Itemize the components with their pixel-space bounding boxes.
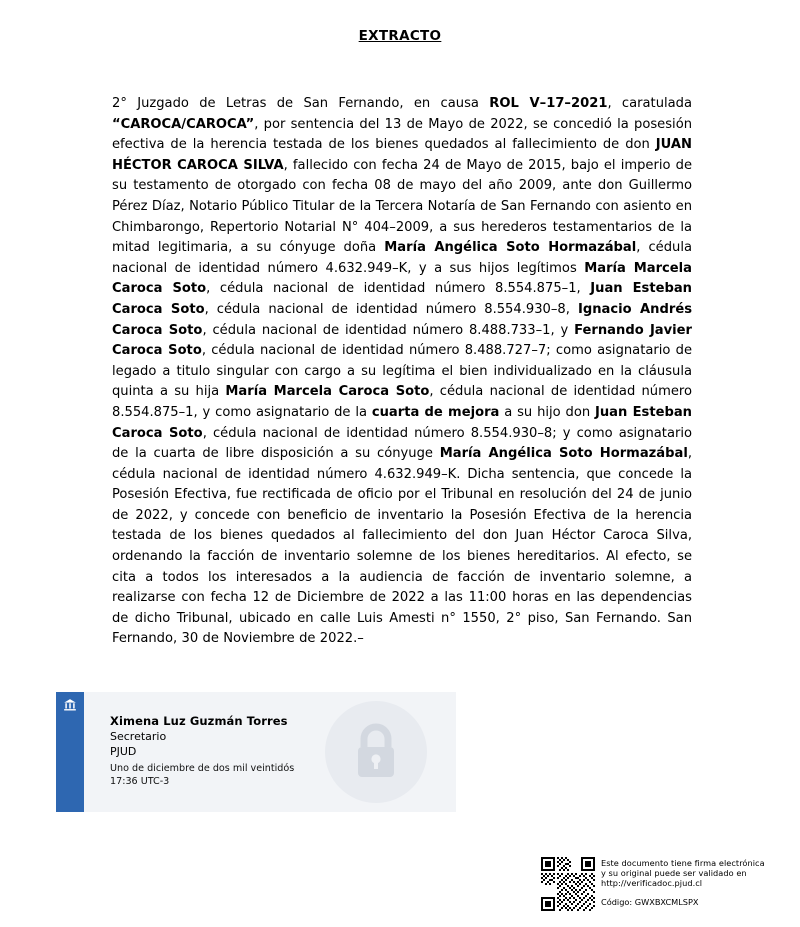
- electronic-signature-stamp: [56, 692, 456, 812]
- verification-text: [601, 857, 765, 907]
- signer-organization: PJUD: [110, 745, 137, 758]
- signature-details: [84, 692, 456, 812]
- document-page: [0, 28, 800, 927]
- verification-url[interactable]: http://verificadoc.pjud.cl: [601, 878, 703, 888]
- signature-date: Uno de diciembre de dos mil veintidós: [110, 763, 295, 774]
- verification-footer: [541, 857, 773, 919]
- verification-line-2: y su original puede ser validado en: [601, 868, 747, 878]
- document-body: 2° Juzgado de Letras de San Fernando, en causa ROL V–17–2021, caratulada “CAROCA/CAROCA”, por sentencia del 13 de Mayo de 2022, se concedió la posesión efectiva de la herencia testada de los bienes quedados al fallecimiento de don JUAN HÉCTOR CAROCA SILVA, fallecido con fecha 24 de Mayo de 2015, bajo el imperio de su testamento de otorgado con fecha 08 de mayo del año 2009, ante don Guillermo Pérez Díaz, Notario Público Titular de la Tercera Notaría de San Fernando con asiento en Chimbarongo, Repertorio Notarial N° 404–2009, a sus herederos testamentarios de la mitad legitimaria, a su cónyuge doña María Angélica Soto Hormazábal, cédula nacional de identidad número 4.632.949–K, y a sus hijos legítimos María Marcela Caroca Soto, cédula nacional de identidad número 8.554.875–1, Juan Esteban Caroca Soto, cédula nacional de identidad número 8.554.930–8, Ignacio Andrés Caroca Soto, cédula nacional de identidad número 8.488.733–1, y Fernando Javier Caroca Soto, cédula nacional de identidad número 8.488.727–7; como asignatario de legado a titulo singular con cargo a su legítima el bien individualizado en la cláusula quinta a su hija María Marcela Caroca Soto, cédula nacional de identidad número 8.554.875–1, y como asignatario de la cuarta de mejora a su hijo don Juan Esteban Caroca Soto, cédula nacional de identidad número 8.554.930–8; y como asignatario de la cuarta de libre disposición a su cónyuge María Angélica Soto Hormazábal, cédula nacional de identidad número 4.632.949–K. Dicha sentencia, que concede la Posesión Efectiva, fue rectificada de oficio por el Tribunal en resolución del 24 de junio de 2022, y concede con beneficio de inventario la Posesión Efectiva de la herencia testada de los bienes quedados al fallecimiento del don Juan Héctor Caroca Silva, ordenando la facción de inventario solemne de los bienes hereditarios. Al efecto, se cita a todos los interesados a la audiencia de facción de inventario solemne, a realizarse con fecha 12 de Diciembre de 2022 a las 11:00 horas en las dependencias de dicho Tribunal, ubicado en calle Luis Amesti n° 1550, 2° piso, San Fernando. San Fernando, 30 de Noviembre de 2022.–: [112, 96, 693, 647]
- verification-code: Código: GWXBXCMLSPX: [601, 897, 699, 907]
- signature-time: 17:36 UTC-3: [110, 776, 170, 787]
- qr-code-icon: [541, 857, 595, 911]
- bank-icon: [56, 698, 84, 716]
- signer-name: Ximena Luz Guzmán Torres: [110, 714, 288, 728]
- page-title: EXTRACTO: [358, 28, 442, 44]
- verification-line-1: Este documento tiene firma electrónica: [601, 858, 765, 868]
- signature-accent-bar: [56, 692, 84, 812]
- signer-role: Secretario: [110, 730, 167, 743]
